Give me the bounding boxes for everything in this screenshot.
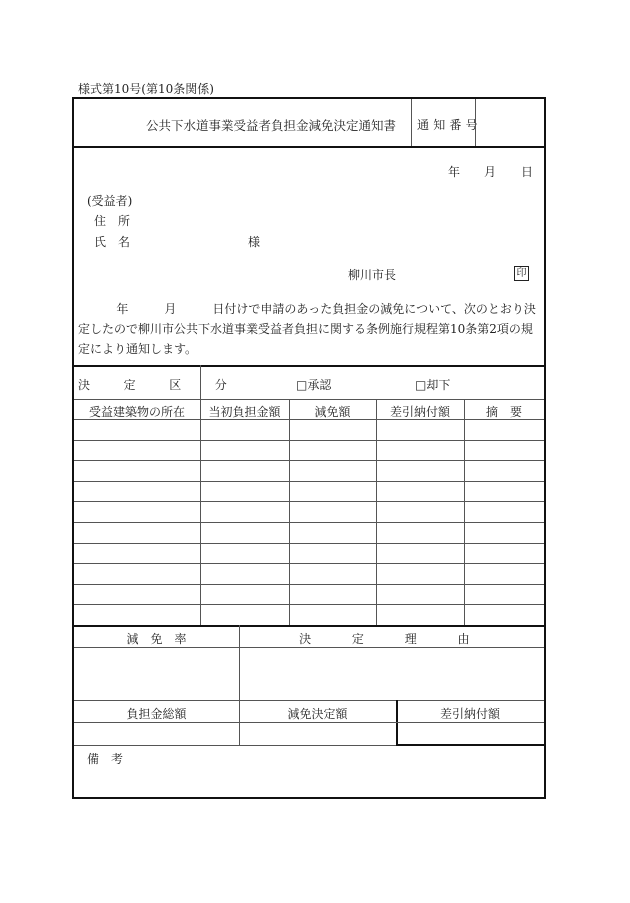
notice-form xyxy=(72,97,546,799)
form-title: 公共下水道事業受益者負担金減免決定通知書 xyxy=(146,118,397,133)
table-cell[interactable] xyxy=(467,566,541,582)
table-header-net-amount: 差引納付額 xyxy=(389,405,450,419)
divider xyxy=(376,399,377,625)
divider xyxy=(289,399,290,625)
divider xyxy=(74,522,544,523)
total-amount-label: 負担金総額 xyxy=(126,707,187,721)
table-cell[interactable] xyxy=(203,587,286,603)
table-cell[interactable] xyxy=(292,566,373,582)
decided-reduction-field[interactable] xyxy=(243,726,393,742)
reject-checkbox[interactable]: □却下 xyxy=(415,378,451,392)
table-cell[interactable] xyxy=(467,443,541,459)
table-cell[interactable] xyxy=(292,607,373,623)
notice-body xyxy=(78,299,542,359)
date-year-label: 年 xyxy=(448,165,461,179)
divider xyxy=(396,744,544,746)
total-amount-field[interactable] xyxy=(78,726,236,742)
table-cell[interactable] xyxy=(292,422,373,438)
divider xyxy=(74,647,544,648)
table-cell[interactable] xyxy=(467,546,541,562)
table-cell[interactable] xyxy=(379,607,461,623)
decided-reduction-label: 減免決定額 xyxy=(287,707,348,721)
divider xyxy=(74,419,544,420)
recipient-label: (受益者) xyxy=(87,194,133,208)
notice-number-label: 通知番号 xyxy=(417,118,482,132)
table-cell[interactable] xyxy=(379,504,461,520)
table-cell[interactable] xyxy=(292,484,373,500)
table-cell[interactable] xyxy=(203,504,286,520)
table-header-initial-amount: 当初負担金額 xyxy=(208,405,281,419)
name-label: 氏 名 xyxy=(94,235,131,249)
divider xyxy=(74,745,396,746)
divider xyxy=(74,543,544,544)
divider xyxy=(74,146,544,148)
table-cell[interactable] xyxy=(292,546,373,562)
table-cell[interactable] xyxy=(379,587,461,603)
table-cell[interactable] xyxy=(379,566,461,582)
date-month-label: 月 xyxy=(484,165,497,179)
body-text: 日付けで申請のあった負担金の減免について、次のとおり決定したので柳川市公共下水道事業受益者負担に関する条例施行規程第10条第2項の規定により通知します。 xyxy=(78,302,536,356)
divider xyxy=(74,440,544,441)
issuer-label: 柳川市長 xyxy=(348,268,397,282)
net-payment-label: 差引納付額 xyxy=(439,707,500,721)
table-cell[interactable] xyxy=(203,525,286,541)
divider xyxy=(464,399,465,625)
table-cell[interactable] xyxy=(292,525,373,541)
table-cell[interactable] xyxy=(203,607,286,623)
table-cell[interactable] xyxy=(467,525,541,541)
date-day-label: 日 xyxy=(521,165,534,179)
table-cell[interactable] xyxy=(77,463,197,479)
divider xyxy=(74,563,544,564)
divider xyxy=(74,604,544,605)
body-year: 年 xyxy=(116,302,129,316)
decision-label: 決 定 区 分 xyxy=(78,378,238,392)
divider xyxy=(200,365,201,399)
table-cell[interactable] xyxy=(292,463,373,479)
divider xyxy=(475,99,476,147)
divider xyxy=(74,481,544,482)
table-cell[interactable] xyxy=(203,443,286,459)
net-payment-field[interactable] xyxy=(402,726,540,742)
divider xyxy=(74,399,544,400)
divider xyxy=(74,584,544,585)
remarks-label: 備 考 xyxy=(87,752,124,766)
table-cell[interactable] xyxy=(379,484,461,500)
divider xyxy=(74,460,544,461)
divider xyxy=(74,501,544,502)
table-cell[interactable] xyxy=(379,443,461,459)
approve-checkbox[interactable]: □承認 xyxy=(296,378,332,392)
table-cell[interactable] xyxy=(203,484,286,500)
table-cell[interactable] xyxy=(203,566,286,582)
table-cell[interactable] xyxy=(77,607,197,623)
table-cell[interactable] xyxy=(77,504,197,520)
table-cell[interactable] xyxy=(77,587,197,603)
table-cell[interactable] xyxy=(292,504,373,520)
body-month: 月 xyxy=(164,302,177,316)
table-cell[interactable] xyxy=(467,422,541,438)
table-cell[interactable] xyxy=(77,484,197,500)
table-cell[interactable] xyxy=(203,463,286,479)
table-cell[interactable] xyxy=(379,525,461,541)
table-cell[interactable] xyxy=(77,422,197,438)
decision-reason-label: 決 定 理 由 xyxy=(299,632,484,646)
divider xyxy=(200,399,201,625)
table-cell[interactable] xyxy=(379,546,461,562)
decision-reason-field[interactable] xyxy=(243,651,541,699)
address-label: 住 所 xyxy=(94,214,131,228)
table-cell[interactable] xyxy=(77,525,197,541)
divider xyxy=(411,99,412,147)
table-cell[interactable] xyxy=(292,587,373,603)
table-cell[interactable] xyxy=(379,463,461,479)
table-cell[interactable] xyxy=(467,484,541,500)
table-cell[interactable] xyxy=(77,546,197,562)
table-cell[interactable] xyxy=(467,504,541,520)
reduction-rate-field[interactable] xyxy=(78,651,236,699)
table-cell[interactable] xyxy=(379,422,461,438)
divider xyxy=(74,722,544,723)
divider xyxy=(74,700,544,701)
divider xyxy=(74,625,544,627)
honorific: 様 xyxy=(248,235,261,249)
reduction-rate-label: 減 免 率 xyxy=(126,632,187,646)
form-caption: 様式第10号(第10条関係) xyxy=(78,82,214,96)
table-header-summary: 摘 要 xyxy=(485,405,522,419)
table-cell[interactable] xyxy=(203,422,286,438)
table-cell[interactable] xyxy=(77,566,197,582)
table-header-reduction: 減免額 xyxy=(314,405,351,419)
table-cell[interactable] xyxy=(467,587,541,603)
table-header-location: 受益建築物の所在 xyxy=(88,405,185,419)
table-cell[interactable] xyxy=(292,443,373,459)
remarks-field[interactable] xyxy=(134,750,538,790)
divider xyxy=(74,365,544,367)
table-cell[interactable] xyxy=(203,546,286,562)
table-cell[interactable] xyxy=(467,607,541,623)
table-cell[interactable] xyxy=(467,463,541,479)
seal-mark: 印 xyxy=(514,266,529,281)
table-cell[interactable] xyxy=(77,443,197,459)
